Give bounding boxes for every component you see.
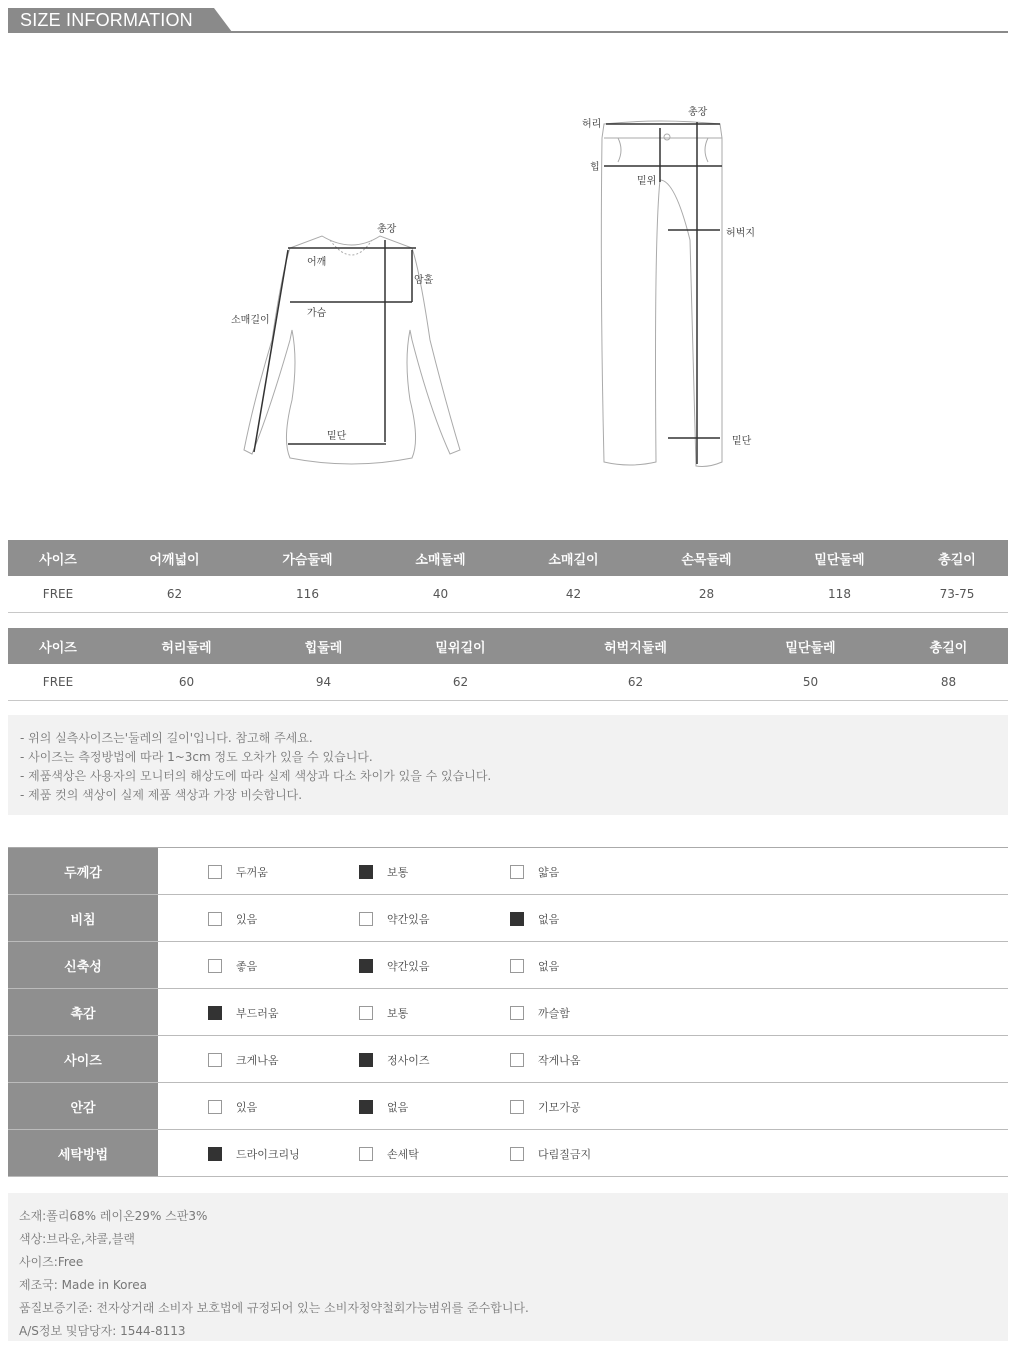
table-cell: 28 <box>640 576 773 612</box>
feature-option[interactable] <box>359 864 408 880</box>
table-cell: 62 <box>539 664 732 700</box>
feature-option-label: 보통 <box>387 1007 409 1020</box>
header-divider <box>8 31 1008 33</box>
bottom-illustration <box>601 121 722 467</box>
bottom-measure-lines <box>604 122 722 464</box>
feature-option[interactable] <box>208 958 257 974</box>
feature-option-label: 손세탁 <box>387 1148 419 1161</box>
bottom-waist-label: 허리 <box>582 119 602 130</box>
checkbox[interactable] <box>359 959 373 973</box>
feature-row <box>8 895 1008 942</box>
feature-label: 사이즈 <box>8 1036 158 1082</box>
feature-row <box>8 942 1008 989</box>
checkbox[interactable] <box>359 1053 373 1067</box>
spec-line: A/S정보 및담당자: 1544-8113 <box>19 1324 186 1338</box>
bottom-rise-label: 밑위 <box>637 176 657 187</box>
top-size-table <box>8 540 1008 613</box>
bottom-hip-label: 힙 <box>590 162 600 173</box>
feature-option-label: 없음 <box>538 913 560 926</box>
feature-option-label: 작게나옴 <box>538 1054 581 1067</box>
feature-option[interactable] <box>208 1052 279 1068</box>
table-cell: FREE <box>8 664 108 700</box>
checkbox[interactable] <box>510 865 524 879</box>
feature-option[interactable] <box>208 1005 279 1021</box>
feature-label: 촉감 <box>8 989 158 1035</box>
bottom-hem-label: 밑단 <box>732 436 752 447</box>
table-header: 밑위길이 <box>382 628 539 664</box>
feature-option[interactable] <box>208 1099 257 1115</box>
checkbox[interactable] <box>208 912 222 926</box>
table-header: 허리둘레 <box>108 628 265 664</box>
feature-option-label: 두꺼움 <box>236 866 268 879</box>
feature-option[interactable] <box>510 1052 581 1068</box>
feature-row <box>8 1130 1008 1177</box>
table-header: 어깨넓이 <box>108 540 241 576</box>
top-shoulder-label: 어깨 <box>307 257 327 268</box>
top-chest-label: 가슴 <box>307 308 327 319</box>
note-line: - 제품 컷의 색상이 실제 제품 색상과 가장 비슷합니다. <box>20 788 303 802</box>
feature-option[interactable] <box>359 911 430 927</box>
feature-option-label: 약간있음 <box>387 913 430 926</box>
table-header: 허벅지둘레 <box>539 628 732 664</box>
top-total-length-label: 총장 <box>377 224 397 235</box>
table-header-row <box>8 628 1008 664</box>
size-notes <box>8 715 1008 815</box>
table-header: 총길이 <box>889 628 1008 664</box>
feature-row <box>8 1083 1008 1130</box>
table-header: 사이즈 <box>8 628 108 664</box>
table-cell: 62 <box>382 664 539 700</box>
feature-option-label: 없음 <box>387 1101 409 1114</box>
table-header: 총길이 <box>906 540 1008 576</box>
checkbox[interactable] <box>359 1006 373 1020</box>
feature-option[interactable] <box>510 1099 581 1115</box>
table-header-row <box>8 540 1008 576</box>
table-cell: 73-75 <box>906 576 1008 612</box>
feature-option-label: 기모가공 <box>538 1101 581 1114</box>
checkbox[interactable] <box>510 959 524 973</box>
feature-option-label: 약간있음 <box>387 960 430 973</box>
section-title: SIZE INFORMATION <box>20 10 193 30</box>
table-cell: 88 <box>889 664 1008 700</box>
table-row <box>8 576 1008 612</box>
feature-option[interactable] <box>510 958 559 974</box>
checkbox[interactable] <box>510 1053 524 1067</box>
feature-row <box>8 848 1008 895</box>
feature-option-label: 부드러움 <box>236 1007 279 1020</box>
checkbox[interactable] <box>510 912 524 926</box>
feature-option-label: 있음 <box>236 913 258 926</box>
feature-option[interactable] <box>510 911 559 927</box>
feature-label: 신축성 <box>8 942 158 988</box>
table-row <box>8 664 1008 700</box>
feature-option[interactable] <box>510 1005 570 1021</box>
feature-option[interactable] <box>208 911 257 927</box>
spec-line: 제조국: Made in Korea <box>19 1278 147 1292</box>
table-header: 밑단둘레 <box>773 540 906 576</box>
top-hem-label: 밑단 <box>327 431 347 442</box>
checkbox[interactable] <box>510 1147 524 1161</box>
feature-option-label: 정사이즈 <box>387 1054 430 1067</box>
checkbox[interactable] <box>510 1100 524 1114</box>
feature-option[interactable] <box>359 1052 430 1068</box>
table-cell: 118 <box>773 576 906 612</box>
feature-option-label: 없음 <box>538 960 560 973</box>
table-header: 가슴둘레 <box>241 540 374 576</box>
checkbox[interactable] <box>208 1100 222 1114</box>
bottom-thigh-label: 허벅지 <box>726 228 755 239</box>
feature-label: 두께감 <box>8 848 158 894</box>
feature-option[interactable] <box>208 1146 300 1162</box>
feature-row <box>8 989 1008 1036</box>
checkbox[interactable] <box>208 865 222 879</box>
feature-option[interactable] <box>359 958 430 974</box>
bottom-size-table <box>8 628 1008 701</box>
note-line: - 위의 실측사이즈는'둘레의 길이'입니다. 참고해 주세요. <box>20 731 313 745</box>
feature-option-label: 보통 <box>387 866 409 879</box>
table-cell: 116 <box>241 576 374 612</box>
spec-line: 색상:브라운,챠콜,블랙 <box>19 1232 136 1246</box>
checkbox[interactable] <box>208 1147 222 1161</box>
feature-option[interactable] <box>359 1146 419 1162</box>
feature-option-label: 드라이크리닝 <box>236 1148 300 1161</box>
top-armhole-label: 암홀 <box>414 275 434 286</box>
note-line: - 제품색상은 사용자의 모니터의 해상도에 따라 실제 색상과 다소 차이가 있을 수 있습니다. <box>20 769 492 783</box>
table-header: 힙둘레 <box>265 628 382 664</box>
feature-label: 비침 <box>8 895 158 941</box>
fabric-feature-table <box>8 847 1008 1177</box>
checkbox[interactable] <box>359 1147 373 1161</box>
feature-option-label: 크게나옴 <box>236 1054 279 1067</box>
table-header: 소매길이 <box>507 540 640 576</box>
size-diagram <box>0 40 1023 530</box>
spec-line: 소재:폴리68% 레이온29% 스판3% <box>19 1209 208 1223</box>
checkbox[interactable] <box>208 959 222 973</box>
feature-option[interactable] <box>359 1099 408 1115</box>
table-cell: 60 <box>108 664 265 700</box>
feature-label: 안감 <box>8 1083 158 1129</box>
feature-option-label: 좋음 <box>236 960 258 973</box>
table-header: 손목둘레 <box>640 540 773 576</box>
bottom-total-length-label: 총장 <box>688 107 708 118</box>
feature-option[interactable] <box>208 864 268 880</box>
feature-option-label: 까슬함 <box>538 1007 570 1020</box>
product-spec <box>8 1193 1008 1341</box>
top-sleeve-label: 소매길이 <box>231 315 270 326</box>
feature-option-label: 있음 <box>236 1101 258 1114</box>
table-cell: 62 <box>108 576 241 612</box>
checkbox[interactable] <box>359 912 373 926</box>
table-cell: FREE <box>8 576 108 612</box>
feature-label: 세탁방법 <box>8 1130 158 1176</box>
table-cell: 94 <box>265 664 382 700</box>
checkbox[interactable] <box>208 1053 222 1067</box>
feature-option[interactable] <box>510 864 559 880</box>
table-header: 밑단둘레 <box>732 628 889 664</box>
checkbox[interactable] <box>208 1006 222 1020</box>
checkbox[interactable] <box>359 1100 373 1114</box>
feature-option-label: 얇음 <box>538 866 560 879</box>
spec-line: 품질보증기준: 전자상거래 소비자 보호법에 규정되어 있는 소비자청약철회가능범위를 준수합니다. <box>19 1301 529 1315</box>
top-measure-lines <box>254 240 416 452</box>
spec-line: 사이즈:Free <box>19 1255 84 1269</box>
feature-row <box>8 1036 1008 1083</box>
table-cell: 50 <box>732 664 889 700</box>
table-header: 사이즈 <box>8 540 108 576</box>
feature-option-label: 다림질금지 <box>538 1148 592 1161</box>
garment-illustrations <box>0 40 1023 530</box>
table-cell: 42 <box>507 576 640 612</box>
section-header <box>8 8 1008 34</box>
feature-option[interactable] <box>510 1146 591 1162</box>
checkbox[interactable] <box>510 1006 524 1020</box>
table-header: 소매둘레 <box>374 540 507 576</box>
checkbox[interactable] <box>359 865 373 879</box>
feature-option[interactable] <box>359 1005 408 1021</box>
table-cell: 40 <box>374 576 507 612</box>
note-line: - 사이즈는 측정방법에 따라 1~3cm 정도 오차가 있을 수 있습니다. <box>20 750 373 764</box>
